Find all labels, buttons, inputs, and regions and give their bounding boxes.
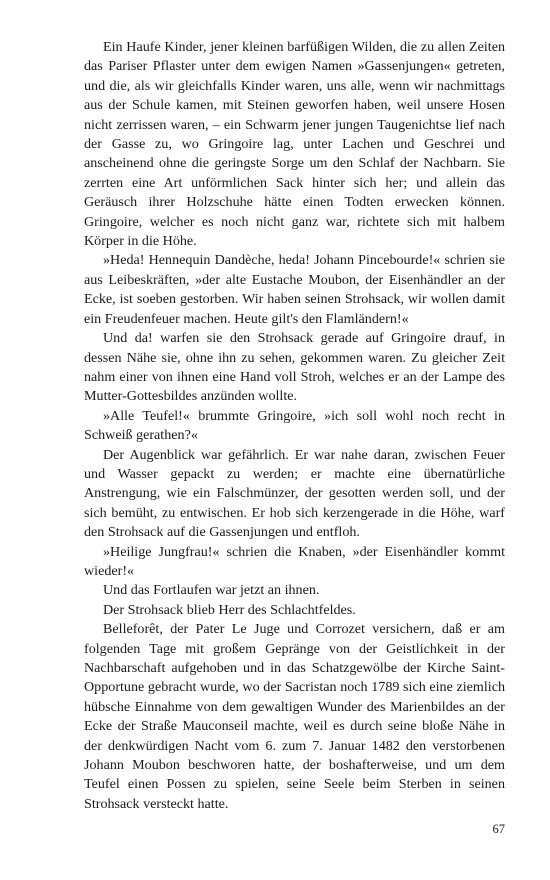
paragraph: Und das Fortlaufen war jetzt an ihnen. <box>103 582 320 599</box>
page-number: 67 <box>492 822 505 836</box>
paragraph: Der Strohsack blieb Herr des Schlachtfeldes. <box>103 601 356 618</box>
paragraph: »Heilige Jungfrau!« schrien die Knaben, »der Eisenhändler kommt wieder!« <box>84 543 505 579</box>
paragraph: Belleforêt, der Pater Le Juge und Corrozet versichern, daß er am folgenden Tage mit großem Gepränge von der Geistlichkeit in der Nachbarschaft aufgehoben und in das Schatzgewölbe der Kirche Saint-Opportune gebracht wurde, wo der Sacristan noch 1789 sich eine ziemlich hübsche Einnahme von dem gewaltigen Wunder des Marienbildes an der Ecke der Straße Mauconseil machte, weil es durch seine bloße Nähe in der denkwürdigen Nacht vom 6. zum 7. Januar 1482 den verstorbenen Johann Moubon beschworen hatte, der boshafterweise, und um dem Teufel einen Possen zu spielen, seine Seele beim Sterben in seinen Strohsack versteckt hatte. <box>84 621 505 812</box>
paragraph: »Heda! Hennequin Dandèche, heda! Johann Pincebourde!« schrien sie aus Leibeskräften, »der alte Eustache Moubon, der Eisenhändler an der Ecke, ist soeben gestorben. Wir haben seinen Strohsack, wir wollen damit ein Freudenfeuer machen. Heute gilt's den Flamländern!« <box>84 252 505 327</box>
paragraph: Der Augenblick war gefährlich. Er war nahe daran, zwischen Feuer und Wasser gepackt zu werden; er machte eine übernatürliche Anstrengung, wie ein Falschmünzer, der gesotten werden soll, und der sich bemüht, zu entwischen. Er hob sich kerzengerade in die Höhe, warf den Strohsack auf die Gassenjungen und entfloh. <box>84 446 505 541</box>
paragraph: Ein Haufe Kinder, jener kleinen barfüßigen Wilden, die zu allen Zeiten das Pariser Pflaster unter dem ewigen Namen »Gassenjungen« getreten, und die, als wir gleichfalls Kinder waren, uns alle, wenn wir nachmittags aus der Schule kamen, mit Steinen geworfen haben, weil unsere Hosen nicht zerrissen waren, – ein Schwarm jener jungen Taugenichtse lief nach der Gasse zu, wo Gringoire lag, unter Lachen und Geschrei und anscheinend ohne die geringste Sorge um den Schlaf der Nachbarn. Sie zerrten eine Art unförmlichen Sack hinter sich her; und allein das Geräusch ihrer Holzschuhe hätte einen Todten erwecken können. Gringoire, welcher es noch nicht ganz war, richtete sich mit halbem Körper in die Höhe. <box>84 39 505 250</box>
paragraph: Und da! warfen sie den Strohsack gerade auf Gringoire drauf, in dessen Nähe sie, ohne ihn zu sehen, gekommen waren. Zu gleicher Zeit nahm einer von ihnen eine Hand voll Stroh, welches er an der Lampe des Mutter-Gottesbildes anzünden wollte. <box>84 330 505 405</box>
paragraph: »Alle Teufel!« brummte Gringoire, »ich soll wohl noch recht in Schweiß gerathen?« <box>84 407 505 444</box>
page-body-text <box>84 38 505 814</box>
